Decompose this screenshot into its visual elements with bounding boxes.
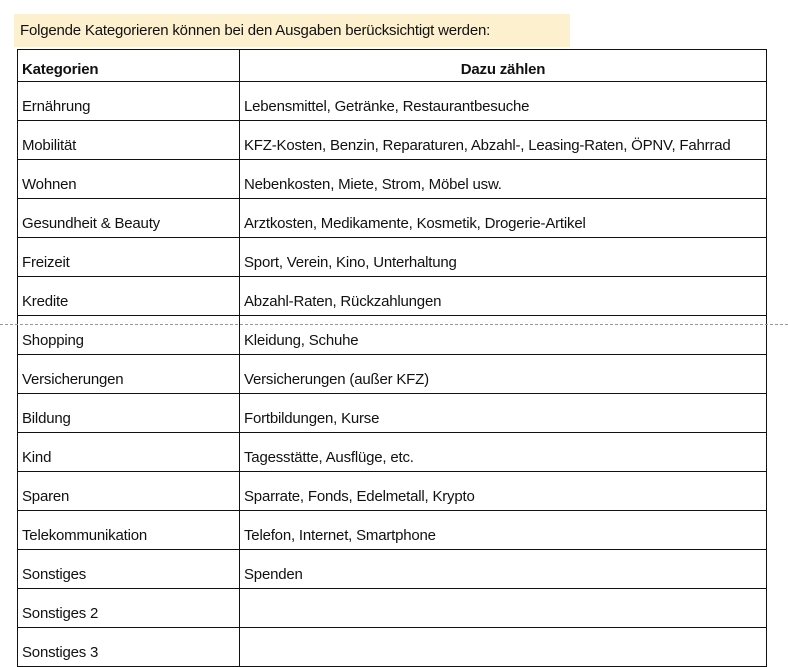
table-header-row [18, 50, 767, 82]
category-cell[interactable]: Gesundheit & Beauty [18, 199, 240, 238]
title-banner [14, 14, 570, 47]
category-cell[interactable]: Sonstiges 2 [18, 589, 240, 628]
category-cell[interactable]: Wohnen [18, 160, 240, 199]
includes-cell[interactable] [240, 589, 767, 628]
category-cell[interactable]: Telekommunikation [18, 511, 240, 550]
includes-cell[interactable] [240, 628, 767, 667]
category-cell[interactable]: Sonstiges 3 [18, 628, 240, 667]
includes-cell[interactable]: Sport, Verein, Kino, Unterhaltung [240, 238, 767, 277]
table-row [18, 277, 767, 316]
categories-table [17, 49, 767, 667]
includes-cell[interactable]: Abzahl-Raten, Rückzahlungen [240, 277, 767, 316]
includes-cell[interactable]: Fortbildungen, Kurse [240, 394, 767, 433]
page-break-line [0, 324, 788, 325]
table-row [18, 628, 767, 667]
category-cell[interactable]: Versicherungen [18, 355, 240, 394]
includes-cell[interactable]: Versicherungen (außer KFZ) [240, 355, 767, 394]
category-cell[interactable]: Sonstiges [18, 550, 240, 589]
table-row [18, 238, 767, 277]
table-row [18, 511, 767, 550]
category-cell[interactable]: Kredite [18, 277, 240, 316]
header-kategorien: Kategorien [18, 50, 240, 82]
includes-cell[interactable]: Spenden [240, 550, 767, 589]
table-row [18, 355, 767, 394]
table-row [18, 550, 767, 589]
includes-cell[interactable]: Nebenkosten, Miete, Strom, Möbel usw. [240, 160, 767, 199]
includes-cell[interactable]: Lebensmittel, Getränke, Restaurantbesuche [240, 82, 767, 121]
table-row [18, 160, 767, 199]
category-cell[interactable]: Sparen [18, 472, 240, 511]
table-row [18, 316, 767, 355]
category-cell[interactable]: Kind [18, 433, 240, 472]
includes-cell[interactable]: Telefon, Internet, Smartphone [240, 511, 767, 550]
includes-cell[interactable]: Tagesstätte, Ausflüge, etc. [240, 433, 767, 472]
table-row [18, 433, 767, 472]
table-row [18, 589, 767, 628]
includes-cell[interactable]: Sparrate, Fonds, Edelmetall, Krypto [240, 472, 767, 511]
table-row [18, 121, 767, 160]
table-row [18, 472, 767, 511]
table-row [18, 82, 767, 121]
category-cell[interactable]: Bildung [18, 394, 240, 433]
includes-cell[interactable]: Arztkosten, Medikamente, Kosmetik, Drogerie-Artikel [240, 199, 767, 238]
table-row [18, 394, 767, 433]
category-cell[interactable]: Freizeit [18, 238, 240, 277]
includes-cell[interactable]: Kleidung, Schuhe [240, 316, 767, 355]
category-cell[interactable]: Shopping [18, 316, 240, 355]
table-row [18, 199, 767, 238]
includes-cell[interactable]: KFZ-Kosten, Benzin, Reparaturen, Abzahl-, Leasing-Raten, ÖPNV, Fahrrad [240, 121, 767, 160]
category-cell[interactable]: Mobilität [18, 121, 240, 160]
page-title: Folgende Kategorieren können bei den Ausgaben berücksichtigt werden: [20, 22, 491, 39]
category-cell[interactable]: Ernährung [18, 82, 240, 121]
header-dazu-zaehlen: Dazu zählen [240, 50, 767, 82]
